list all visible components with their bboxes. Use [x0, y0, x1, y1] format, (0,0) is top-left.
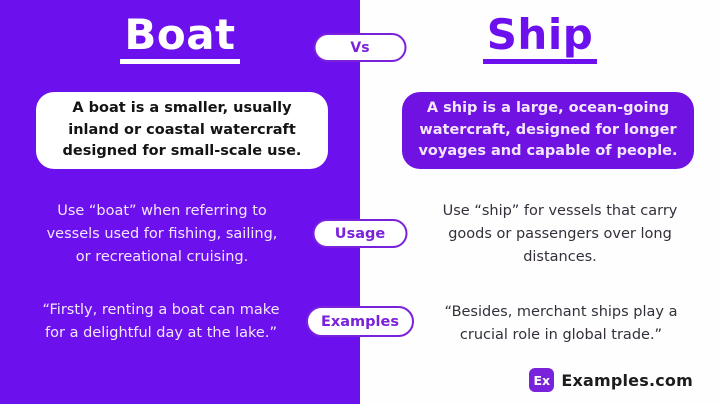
- ship-example-text: [414, 301, 708, 347]
- text-line: A ship is a large, ocean-going: [426, 99, 670, 116]
- boat-usage-text: [12, 200, 312, 269]
- brand-badge-icon: Ex: [529, 368, 554, 392]
- usage-pill: [313, 219, 408, 248]
- text-line: designed for small-scale use.: [62, 143, 302, 160]
- text-line: Use “ship” for vessels that carry: [442, 203, 678, 219]
- vs-pill: [314, 33, 407, 62]
- usage-pill-label: Usage: [334, 225, 386, 242]
- text-line: or recreational cruising.: [75, 248, 249, 265]
- text-line: vessels used for fishing, sailing,: [46, 225, 278, 242]
- text-line: inland or coastal watercraft: [68, 121, 296, 138]
- examples-pill-label: Examples: [321, 313, 399, 330]
- text-line: Use “boat” when referring to: [57, 203, 267, 219]
- boat-title: Boat: [120, 12, 239, 64]
- ship-definition-card: [402, 92, 694, 169]
- text-line: crucial role in global trade.”: [459, 326, 663, 343]
- boat-title-wrap: [0, 12, 360, 64]
- brand-name: Examples.com: [561, 370, 693, 390]
- text-line: voyages and capable of people.: [418, 143, 678, 160]
- text-line: for a delightful day at the lake.”: [45, 324, 277, 341]
- text-line: “Besides, merchant ships play a: [444, 304, 678, 320]
- boat-example-text: [8, 299, 314, 345]
- examples-pill: [306, 306, 414, 337]
- ship-title-wrap: [360, 12, 720, 64]
- text-line: “Firstly, renting a boat can make: [42, 302, 280, 318]
- ship-title: Ship: [483, 12, 598, 64]
- text-line: A boat is a smaller, usually: [72, 99, 292, 116]
- text-line: goods or passengers over long: [448, 225, 672, 242]
- vs-pill-label: Vs: [350, 39, 370, 56]
- brand-logo: [529, 368, 693, 392]
- text-line: distances.: [523, 248, 597, 265]
- text-line: watercraft, designed for longer: [419, 121, 677, 138]
- boat-definition-card: [36, 92, 328, 169]
- ship-usage-text: [412, 200, 708, 269]
